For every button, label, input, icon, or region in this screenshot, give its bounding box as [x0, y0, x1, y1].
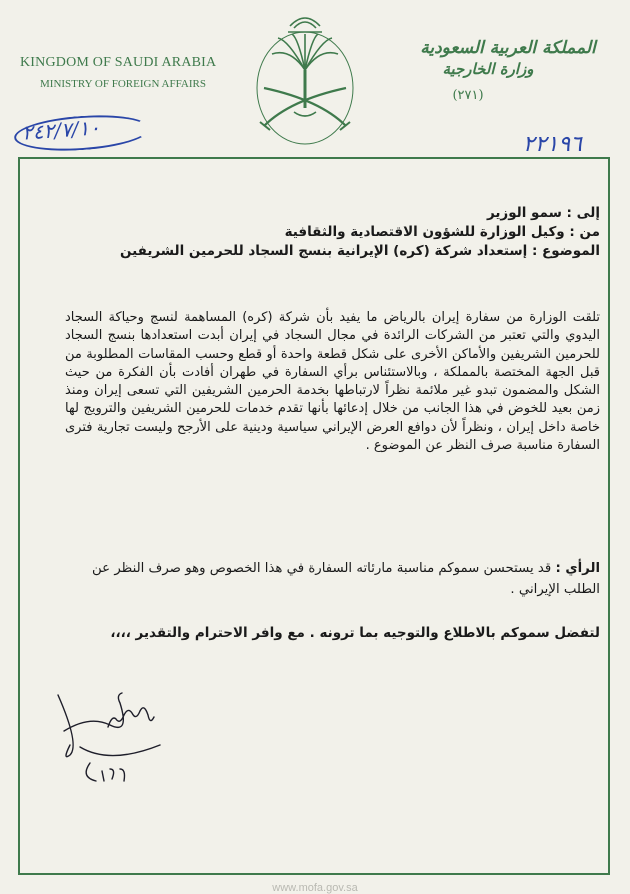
memo-header: [80, 204, 600, 261]
ministry-name-en: MINISTRY OF FOREIGN AFFAIRS: [40, 78, 206, 90]
handwritten-signature-icon: [50, 685, 200, 795]
memo-body-paragraph: تلقت الوزارة من سفارة إيران بالرياض ما يفيد بأن شركة (كره) المساهمة لنسج وحياكة السجاد اليدوي والتي تعتبر من الشركات الرائدة في مجال السجاد في إيران أبدت استعدادها بنسج السجاد للحرمين الشريفين والأماكن الأخرى على شكل قطعة واحدة أو قطع وحسب المقاسات المطلوبة من قبل الجهة المختصة بالمملكة ، وبالاستئناس برأي السفارة في طهران أفادت بأن الفكرة من حيث الشكل والمضمون تبدو غير ملائمة نظراً لارتباطها بخدمة الحرمين الشريفين التي تسعى إيران ومنذ زمن بعيد للخوض في هذا الجانب من خلال إدعائها بأنها تقدم خدمات للحرمين الشريفين والترويج لها خاصة داخل إيران ، ونظراً لأن دوافع العرض الإيراني سياسية ودينية على الأرجح وليست تجارية فترى السفارة مناسبة صرف النظر عن الموضوع .: [65, 310, 600, 454]
english-letterhead: [20, 55, 216, 90]
footer-website: www.mofa.gov.sa: [272, 882, 358, 894]
handwritten-date: ٢٤٢/٧/١٠: [21, 115, 101, 145]
opinion-text: قد يستحسن سموكم مناسبة مارئاته السفارة في هذا الخصوص وهو صرف النظر عن الطلب الإيراني .: [92, 561, 600, 597]
memo-to: إلى : سمو الوزير: [486, 205, 600, 221]
reference-code: (٢٧١): [452, 88, 484, 103]
handwritten-reference-number: ٢٢١٩٦: [522, 132, 582, 157]
opinion-label: الرأي :: [555, 561, 600, 576]
memo-closing: لتفضل سموكم بالاطلاع والتوجيه بما ترونه . مع وافر الاحترام والتقدير ،،،،: [110, 625, 600, 641]
kingdom-name-ar: المملكة العربية السعودية: [420, 38, 596, 58]
memo-from: من : وكيل الوزارة للشؤون الاقتصادية والثقافية: [284, 224, 600, 240]
ministry-name-ar: وزارة الخارجية: [442, 60, 534, 78]
arabic-letterhead: [408, 38, 608, 103]
memo-opinion: [65, 558, 600, 600]
memo-subject: الموضوع : إستعداد شركة (كره) الإيرانية بنسج السجاد للحرمين الشريفين: [119, 243, 600, 259]
kingdom-name-en: KINGDOM OF SAUDI ARABIA: [20, 55, 217, 70]
palm-and-swords-emblem-icon: [250, 8, 360, 148]
